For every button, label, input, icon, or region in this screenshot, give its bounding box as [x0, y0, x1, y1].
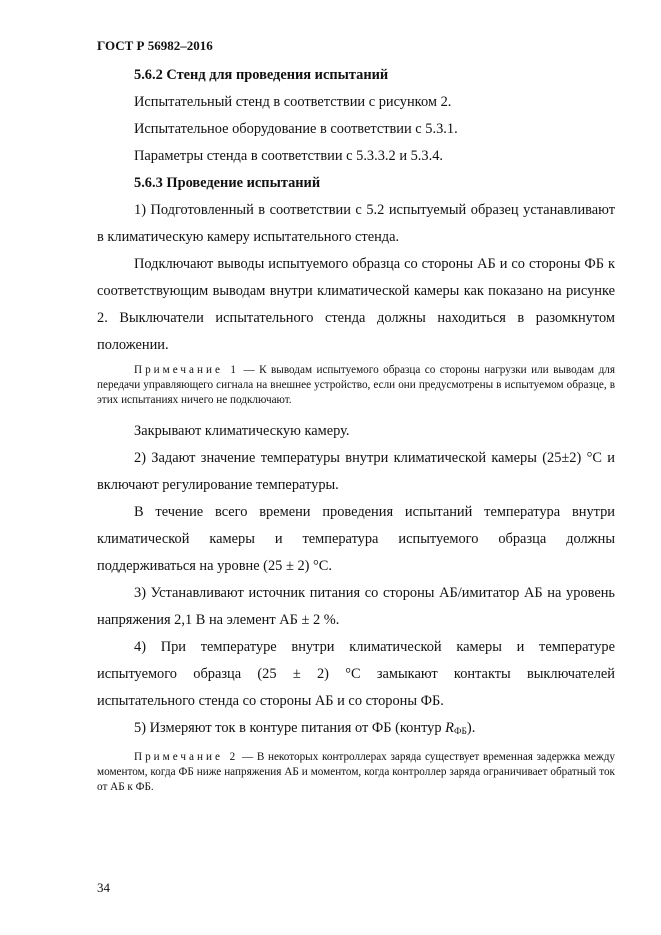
note-1 [97, 363, 615, 408]
note-label: Примечание 2 [134, 751, 239, 763]
paragraph: 2) Задают значение температуры внутри климатической камеры (25±2) °С и включают регулирование температуры. [97, 450, 615, 493]
document-code-header: ГОСТ Р 56982–2016 [97, 38, 213, 53]
paragraph: Испытательное оборудование в соответствии с 5.3.1. [134, 121, 458, 137]
paragraph [97, 715, 615, 746]
paragraph-text: 5) Измеряют ток в контуре питания от ФБ (контур [134, 720, 446, 736]
paragraph: В течение всего времени проведения испытаний температура внутри климатической камеры и температура испытуемого образца должны поддерживаться на уровне (25 ± 2) °С. [97, 504, 615, 574]
note-label: Примечание 1 [134, 364, 240, 376]
paragraph: 1) Подготовленный в соответствии с 5.2 испытуемый образец устанавливают в климатическую камеру испытательного стенда. [97, 202, 615, 245]
page-body [97, 62, 615, 805]
note-text: — К выводам испытуемого образца со стороны нагрузки или выводам для передачи управляющего сигнала на внешнее устройство, если они предусмотрены в испытуемом образце, в этих испытаниях ничего не подключают. [97, 364, 616, 406]
paragraph-end: ). [466, 720, 476, 736]
paragraph: 4) При температуре внутри климатической камеры и температуре испытуемого образца (25 ± 2) °С замыкают контакты выключателей испытательного стенда со стороны АБ и со стороны ФБ. [97, 639, 615, 709]
paragraph: Закрывают климатическую камеру. [134, 423, 350, 439]
section-5-6-3-heading: 5.6.3 Проведение испытаний [134, 175, 321, 191]
paragraph: Испытательный стенд в соответствии с рисунком 2. [134, 94, 452, 110]
variable-r: R [445, 720, 454, 736]
paragraph: Параметры стенда в соответствии с 5.3.3.2 и 5.3.4. [134, 148, 443, 164]
page-number: 34 [97, 880, 110, 895]
note-2 [97, 750, 615, 795]
variable-subscript: ФБ [453, 727, 467, 737]
paragraph: 3) Устанавливают источник питания со стороны АБ/имитатор АБ на уровень напряжения 2,1 В на элемент АБ ± 2 %. [97, 585, 615, 628]
section-5-6-2-heading: 5.6.2 Стенд для проведения испытаний [134, 67, 389, 83]
note-text: — В некоторых контроллерах заряда существует временная задержка между моментом, когда ФБ ниже напряжения АБ и моментом, когда контроллер заряда ограничивает обратный ток от АБ к ФБ. [97, 751, 615, 793]
paragraph: Подключают выводы испытуемого образца со стороны АБ и со стороны ФБ к соответствующим выводам внутри климатической камеры как показано на рисунке 2. Выключатели испытательного стенда должны находиться в разомкнутом положении. [97, 256, 615, 353]
